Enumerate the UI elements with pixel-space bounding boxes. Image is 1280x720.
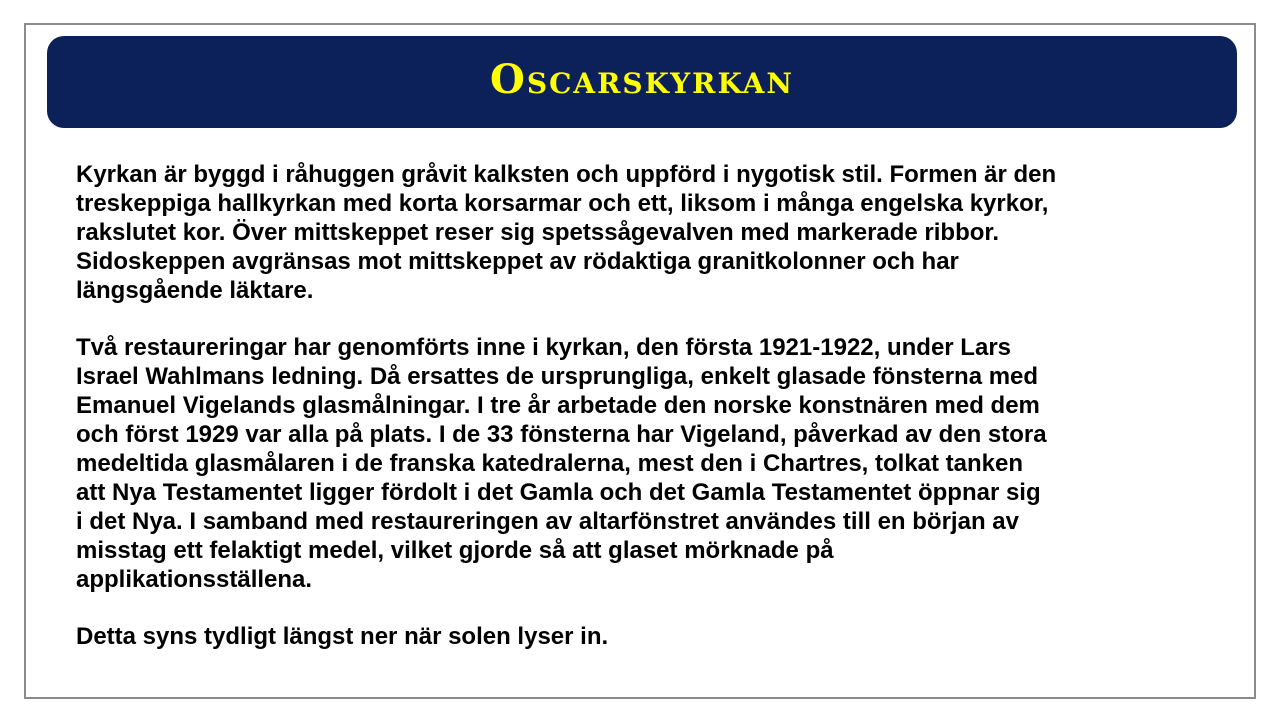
text-line: i det Nya. I samband med restaureringen av altarfönstret användes till en början av [76, 508, 1019, 535]
paragraph-1 [76, 160, 1214, 305]
text-line: rakslutet kor. Över mittskeppet reser sig spetssågevalven med markerade ribbor. [76, 219, 1000, 246]
text-line: Israel Wahlmans ledning. Då ersattes de ursprungliga, enkelt glasade fönsterna med [76, 363, 1039, 390]
presentation-slide [24, 23, 1256, 699]
body-text [76, 160, 1214, 679]
slide-title: Oscarskyrkan [490, 56, 794, 103]
text-line: Detta syns tydligt längst ner när solen lyser in. [76, 623, 609, 650]
paragraph-3 [76, 622, 1214, 651]
text-line: att Nya Testamentet ligger fördolt i det Gamla och det Gamla Testamentet öppnar sig [76, 479, 1041, 506]
text-line: Emanuel Vigelands glasmålningar. I tre år arbetade den norske konstnären med dem [76, 392, 1040, 419]
text-line: Sidoskeppen avgränsas mot mittskeppet av rödaktiga granitkolonner och har [76, 248, 959, 275]
paragraph-2 [76, 333, 1214, 594]
text-line: Två restaureringar har genomförts inne i kyrkan, den första 1921-1922, under Lars [76, 334, 1012, 361]
text-line: Kyrkan är byggd i råhuggen gråvit kalksten och uppförd i nygotisk stil. Formen är den [76, 161, 1057, 188]
title-banner [47, 36, 1237, 128]
text-line: applikationsställena. [76, 566, 313, 593]
text-line: treskeppiga hallkyrkan med korta korsarmar och ett, liksom i många engelska kyrkor, [76, 190, 1049, 217]
text-line: och först 1929 var alla på plats. I de 33 fönsterna har Vigeland, påverkad av den stora [76, 421, 1047, 448]
text-line: längsgående läktare. [76, 277, 314, 304]
text-line: misstag ett felaktigt medel, vilket gjorde så att glaset mörknade på [76, 537, 834, 564]
text-line: medeltida glasmålaren i de franska katedralerna, mest den i Chartres, tolkat tanken [76, 450, 1024, 477]
